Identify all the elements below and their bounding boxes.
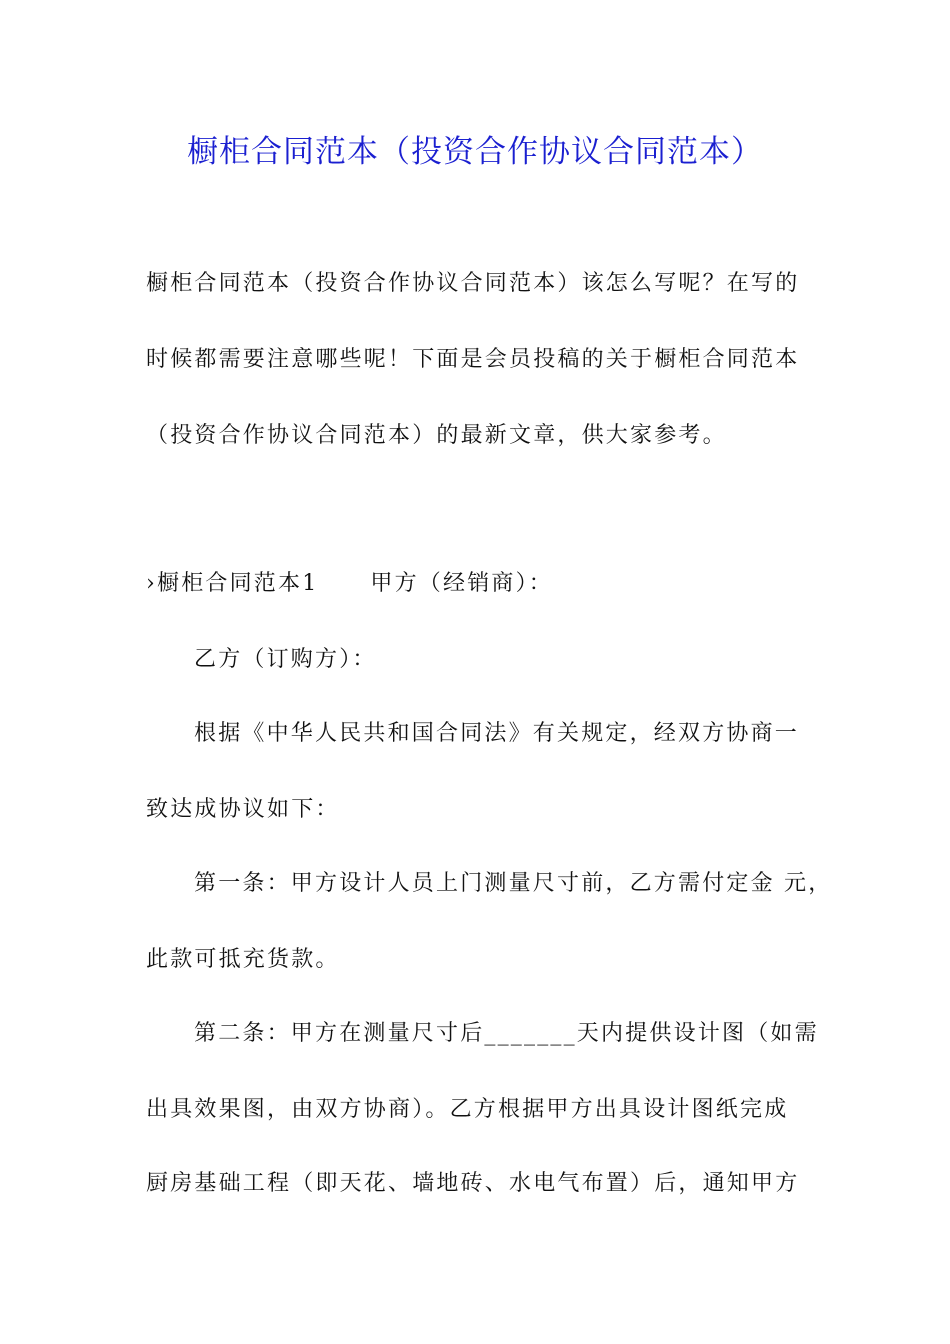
intro-line-2: 时候都需要注意哪些呢！下面是会员投稿的关于橱柜合同范本 [146, 347, 800, 372]
party-a-label: 甲方（经销商）： [370, 571, 554, 596]
party-b-label: 乙方（订购方）： [194, 647, 377, 672]
basis-line-1: 根据《中华人民共和国合同法》有关规定，经双方协商一 [194, 721, 800, 746]
article-2-line-3: 厨房基础工程（即天花、墙地砖、水电气布置）后，通知甲方 [146, 1171, 800, 1196]
article-1-line-2: 此款可抵充货款。 [146, 947, 340, 972]
intro-line-1: 橱柜合同范本（投资合作协议合同范本）该怎么写呢？在写的 [146, 271, 800, 296]
article-2-line-2: 出具效果图，由双方协商）。乙方根据甲方出具设计图纸完成 [146, 1097, 789, 1122]
article-1-line-1: 第一条：甲方设计人员上门测量尺寸前，乙方需付定金 元， [194, 871, 833, 896]
document-title: 橱柜合同范本（投资合作协议合同范本） [187, 134, 763, 170]
section-heading: ›橱柜合同范本1 [146, 571, 319, 596]
intro-line-3: （投资合作协议合同范本）的最新文章，供大家参考。 [146, 423, 727, 448]
section-heading-row [146, 568, 553, 600]
article-2-line-1: 第二条：甲方在测量尺寸后_______天内提供设计图（如需 [194, 1021, 819, 1046]
basis-line-2: 致达成协议如下： [146, 797, 340, 822]
